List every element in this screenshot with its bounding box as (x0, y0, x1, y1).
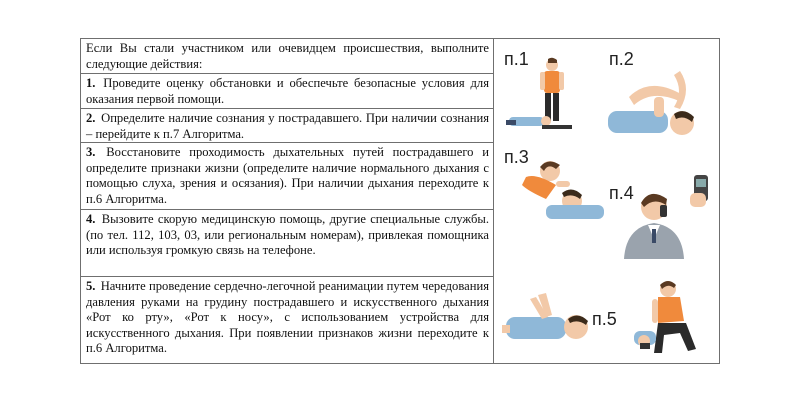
step-label-1: п.1 (504, 49, 529, 69)
intro-text: Если Вы стали участником или очевидцем происшествия, выполните следующие действия: (86, 41, 489, 71)
step-label-2: п.2 (609, 49, 634, 69)
step-label-4: п.4 (609, 183, 634, 203)
intro-row (81, 39, 493, 74)
step-number: 4. (86, 212, 96, 226)
consciousness-check-icon (604, 67, 714, 147)
step-label-5: п.5 (592, 309, 617, 329)
step-text: Определите наличие сознания у пострадавшего. При наличии сознания – перейдите к п.7 Алгоритма. (86, 111, 489, 141)
step-number: 3. (86, 145, 96, 159)
first-aid-table (80, 38, 720, 364)
cpr-chest-compressions-icon (502, 291, 594, 351)
step-text: Вызовите скорую медицинскую помощь, другие специальные службы. (по тел. 112, 103, 03, или региональным номерам), привлекая помощника или используя громкую связь на телефоне. (86, 212, 489, 257)
step-row-3 (81, 143, 493, 210)
step-row-5 (81, 277, 493, 363)
step-text: Проведите оценку обстановки и обеспечьте безопасные условия для оказания первой помощи. (86, 76, 489, 106)
rescuer-standing-over-victim-icon (506, 57, 601, 137)
airway-breathing-check-icon (516, 155, 606, 225)
emergency-phone-call-icon (614, 171, 714, 261)
steps-column (81, 39, 494, 363)
step-label-3: п.3 (504, 147, 529, 167)
step-row-1 (81, 74, 493, 109)
step-row-2 (81, 109, 493, 143)
step-number: 5. (86, 279, 96, 293)
step-number: 2. (86, 111, 96, 125)
step-number: 1. (86, 76, 96, 90)
step-text: Восстановите проходимость дыхательных путей пострадавшего и определите признаки жизни (определите наличие нормального дыхания с помощью слуха, зрения и осязания). При наличии дыхания переходите к п.6 Алгоритма. (86, 145, 489, 206)
rescuer-kneeling-icon (634, 279, 714, 359)
step-text: Начните проведение сердечно-легочной реанимации путем чередования давления руками на грудину пострадавшего и искусственного дыхания «Рот ко рту», «Рот к носу», с использованием устройства для искусственного дыхания. При появлении признаков жизни переходите к п.6 Алгоритма. (86, 279, 489, 355)
illustrations-column (494, 39, 719, 363)
step-row-4 (81, 210, 493, 277)
